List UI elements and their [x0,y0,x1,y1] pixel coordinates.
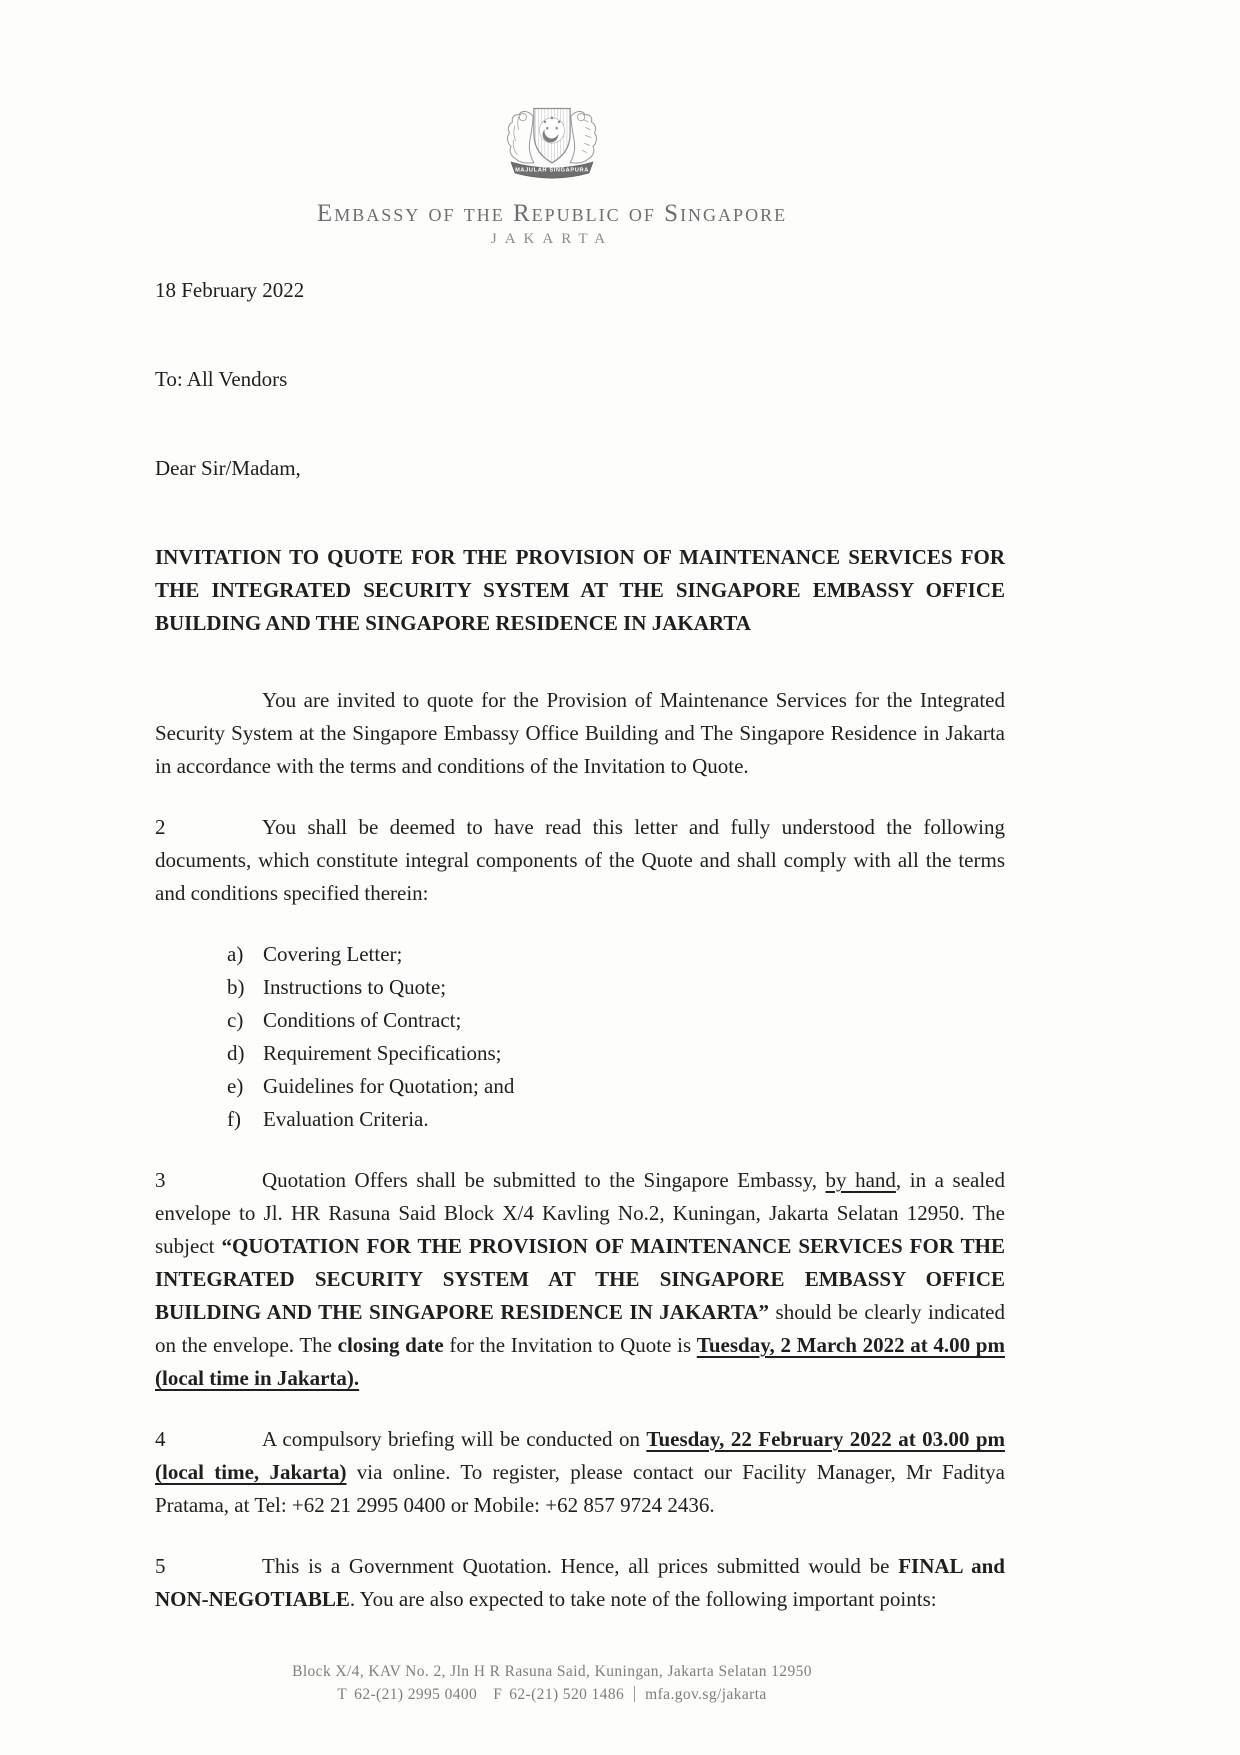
list-item-letter: e) [227,1074,244,1098]
footer-divider [634,1686,635,1702]
paragraph-1 [155,684,1005,783]
paragraph-3 [155,1164,1005,1395]
footer-fax: 62-(21) 520 1486 [509,1686,625,1703]
list-item-letter: c) [227,1008,244,1032]
singapore-coat-of-arms-icon [489,90,615,190]
paragraph-3-text: Quotation Offers shall be submitted to the Singapore Embassy, by hand, in a sealed envelope to Jl. HR Rasuna Said Block X/4 Kavling No.2, Kuningan, Jakarta Selatan 12950. The subject “QUOTATION FOR THE PROVISION OF MAINTENANCE SERVICES FOR THE INTEGRATED SECURITY SYSTEM AT THE SINGAPORE EMBASSY OFFICE BUILDING AND THE SINGAPORE RESIDENCE IN JAKARTA” should be clearly indicated on the envelope. The closing date for the Invitation to Quote is Tuesday, 2 March 2022 at 4.00 pm (local time in Jakarta). [155,1168,1005,1390]
paragraph-4 [155,1423,1005,1522]
list-item [227,1004,1005,1037]
paragraph-4-text: A compulsory briefing will be conducted on Tuesday, 22 February 2022 at 03.00 pm (local time, Jakarta) via online. To register, please contact our Facility Manager, Mr Faditya Pratama, at Tel: +62 21 2995 0400 or Mobile: +62 857 9724 2436. [155,1427,1005,1517]
list-item-letter: f) [227,1107,241,1131]
paragraph-2-text: You shall be deemed to have read this letter and fully understood the following documents, which constitute integral components of the Quote and shall comply with all the terms and conditions specified therein: [155,815,1005,905]
footer-fax-label: F [493,1686,503,1703]
crest-tiger-supporter [570,111,596,163]
embassy-city: JAKARTA [490,231,614,247]
list-item-text: Guidelines for Quotation; and [263,1074,515,1098]
paragraph-1-text: You are invited to quote for the Provision of Maintenance Services for the Integrated Security System at the Singapore Embassy Office Building and The Singapore Residence in Jakarta in accordance with the terms and conditions of the Invitation to Quote. [155,688,1005,778]
list-item-text: Instructions to Quote; [263,975,447,999]
list-item-text: Requirement Specifications; [263,1041,502,1065]
paragraph-2-number: 2 [155,815,166,839]
list-item-text: Conditions of Contract; [263,1008,462,1032]
letter-recipient: To: All Vendors [155,367,288,391]
list-item [227,1070,1005,1103]
list-item [227,1037,1005,1070]
list-item [227,971,1005,1004]
letter-subject-heading: INVITATION TO QUOTE FOR THE PROVISION OF MAINTENANCE SERVICES FOR THE INTEGRATED SECURITY SYSTEM AT THE SINGAPORE EMBASSY OFFICE BUILDING AND THE SINGAPORE RESIDENCE IN JAKARTA [155,545,1005,635]
footer-address: Block X/4, KAV No. 2, Jln H R Rasuna Said, Kuningan, Jakarta Selatan 12950 [292,1663,812,1680]
footer-tel-label: T [337,1686,348,1703]
paragraph-5-text: This is a Government Quotation. Hence, all prices submitted would be FINAL and NON-NEGOTIABLE. You are also expected to take note of the following important points: [155,1554,1005,1611]
letterhead [127,0,977,248]
paragraph-4-number: 4 [155,1427,166,1451]
crest-motto-text: MAJULAH SINGAPURA [515,167,589,174]
letter-content [155,0,1005,1616]
list-item-text: Evaluation Criteria. [263,1107,429,1131]
list-item-text: Covering Letter; [263,942,403,966]
list-item-letter: b) [227,975,245,999]
footer-website: mfa.gov.sg/jakarta [645,1686,767,1703]
paragraph-5 [155,1550,1005,1616]
document-list [227,938,1005,1136]
crest-lion-supporter [508,111,534,163]
embassy-name: Embassy of the Republic of Singapore [316,200,788,227]
list-item [227,938,1005,971]
footer-tel: 62-(21) 2995 0400 [354,1686,478,1703]
paragraph-3-number: 3 [155,1168,166,1192]
list-item-letter: a) [227,942,244,966]
list-item [227,1103,1005,1136]
paragraph-2 [155,811,1005,910]
paragraph-5-number: 5 [155,1554,166,1578]
letter-salutation: Dear Sir/Madam, [155,456,301,480]
crest-motto-banner [511,162,593,178]
footer-contact-line [0,1683,1104,1706]
list-item-letter: d) [227,1041,245,1065]
letter-date: 18 February 2022 [155,278,305,302]
letter-footer [0,1660,1104,1706]
